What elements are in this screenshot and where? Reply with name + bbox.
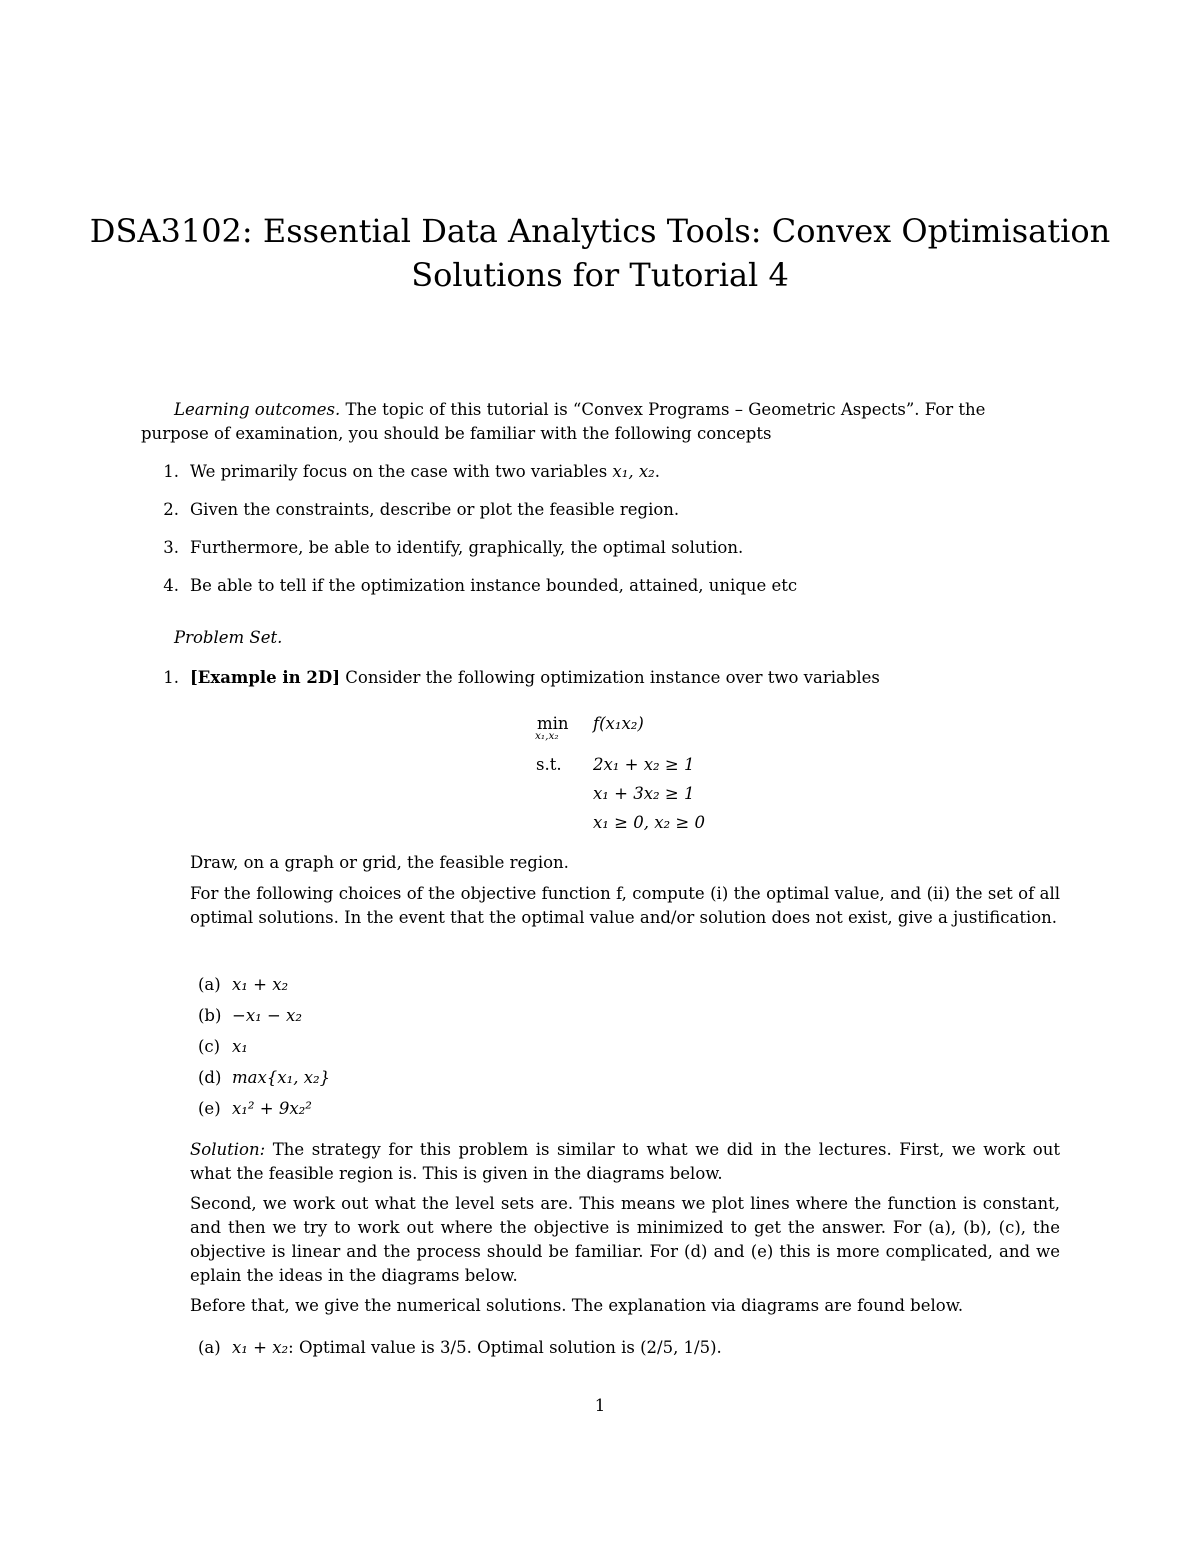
program-constraint-2: x₁ + 3x₂ ≥ 1 [593,784,695,803]
learning-outcomes-label: Learning outcomes. [174,400,341,419]
page-title: DSA3102: Essential Data Analytics Tools: Convex Optimisation [89,212,1111,250]
list-item-number: 3. [163,538,179,557]
choice-label: (e) [198,1099,221,1118]
draw-instruction: Draw, on a graph or grid, the feasible region. [190,853,569,872]
program-constraint-3: x₁ ≥ 0, x₂ ≥ 0 [593,813,705,832]
solution-paragraph-1: Solution: The strategy for this problem is similar to what we did in the lectures. First, we work out what the feasible region is. This is given in the diagrams below. [190,1140,1060,1183]
program-min: min [537,714,569,733]
choice-expression: max{x₁, x₂} [232,1068,331,1087]
solution-label: Solution: [190,1140,266,1159]
list-item: We primarily focus on the case with two variables x₁, x₂. [190,462,660,481]
solution-paragraph-3: Before that, we give the numerical solutions. The explanation via diagrams are found below. [190,1296,964,1315]
answer-a: x₁ + x₂: Optimal value is 3/5. Optimal solution is (2/5, 1/5). [232,1338,722,1357]
list-item: Be able to tell if the optimization instance bounded, attained, unique etc [190,576,798,595]
choice-label: (a) [198,975,221,994]
choice-expression: −x₁ − x₂ [232,1006,302,1025]
list-item: Furthermore, be able to identify, graphically, the optimal solution. [190,538,744,557]
problem-set-label: Problem Set. [174,628,283,647]
question-title: [Example in 2D] [190,668,341,687]
choice-label: (d) [198,1068,222,1087]
learning-outcomes-line1 [174,398,1060,422]
program-st: s.t. [536,755,562,774]
choices-intro: For the following choices of the objective function f, compute (i) the optimal value, and (ii) the set of all optimal solutions. In the event that the optimal value and/or solution does not exist, give a justification. [190,884,1060,927]
list-item: Given the constraints, describe or plot the feasible region. [190,500,680,519]
program-objective: f(x₁x₂) [593,714,644,733]
page-number: 1 [594,1396,606,1415]
program-constraint-1: 2x₁ + x₂ ≥ 1 [593,755,695,774]
list-item-number: 4. [163,576,179,595]
program-min-subscript: x₁,x₂ [535,730,559,742]
choice-label: (c) [198,1037,221,1056]
choice-expression: x₁ [232,1037,248,1056]
list-item-number: 1. [163,462,179,481]
page-subtitle: Solutions for Tutorial 4 [411,256,789,294]
learning-outcomes-line2: purpose of examination, you should be familiar with the following concepts [141,424,772,443]
solution-paragraph-2: Second, we work out what the level sets are. This means we plot lines where the function is constant, and then we try to work out where the objective is minimized to get the answer. For (a), (b), (c), the objective is linear and the process should be familiar. For (d) and (e) this is more complicated, and we eplain the ideas in the diagrams below. [190,1194,1060,1285]
list-item-number: 2. [163,500,179,519]
choice-expression: x₁ + x₂ [232,975,289,994]
learning-outcomes-text: The topic of this tutorial is “Convex Programs – Geometric Aspects”. For the [340,400,986,419]
answer-label: (a) [198,1338,221,1357]
choice-label: (b) [198,1006,222,1025]
choice-expression: x₁² + 9x₂² [232,1099,312,1118]
question-number: 1. [163,668,179,687]
question-heading: [Example in 2D] Consider the following optimization instance over two variables [190,668,880,687]
